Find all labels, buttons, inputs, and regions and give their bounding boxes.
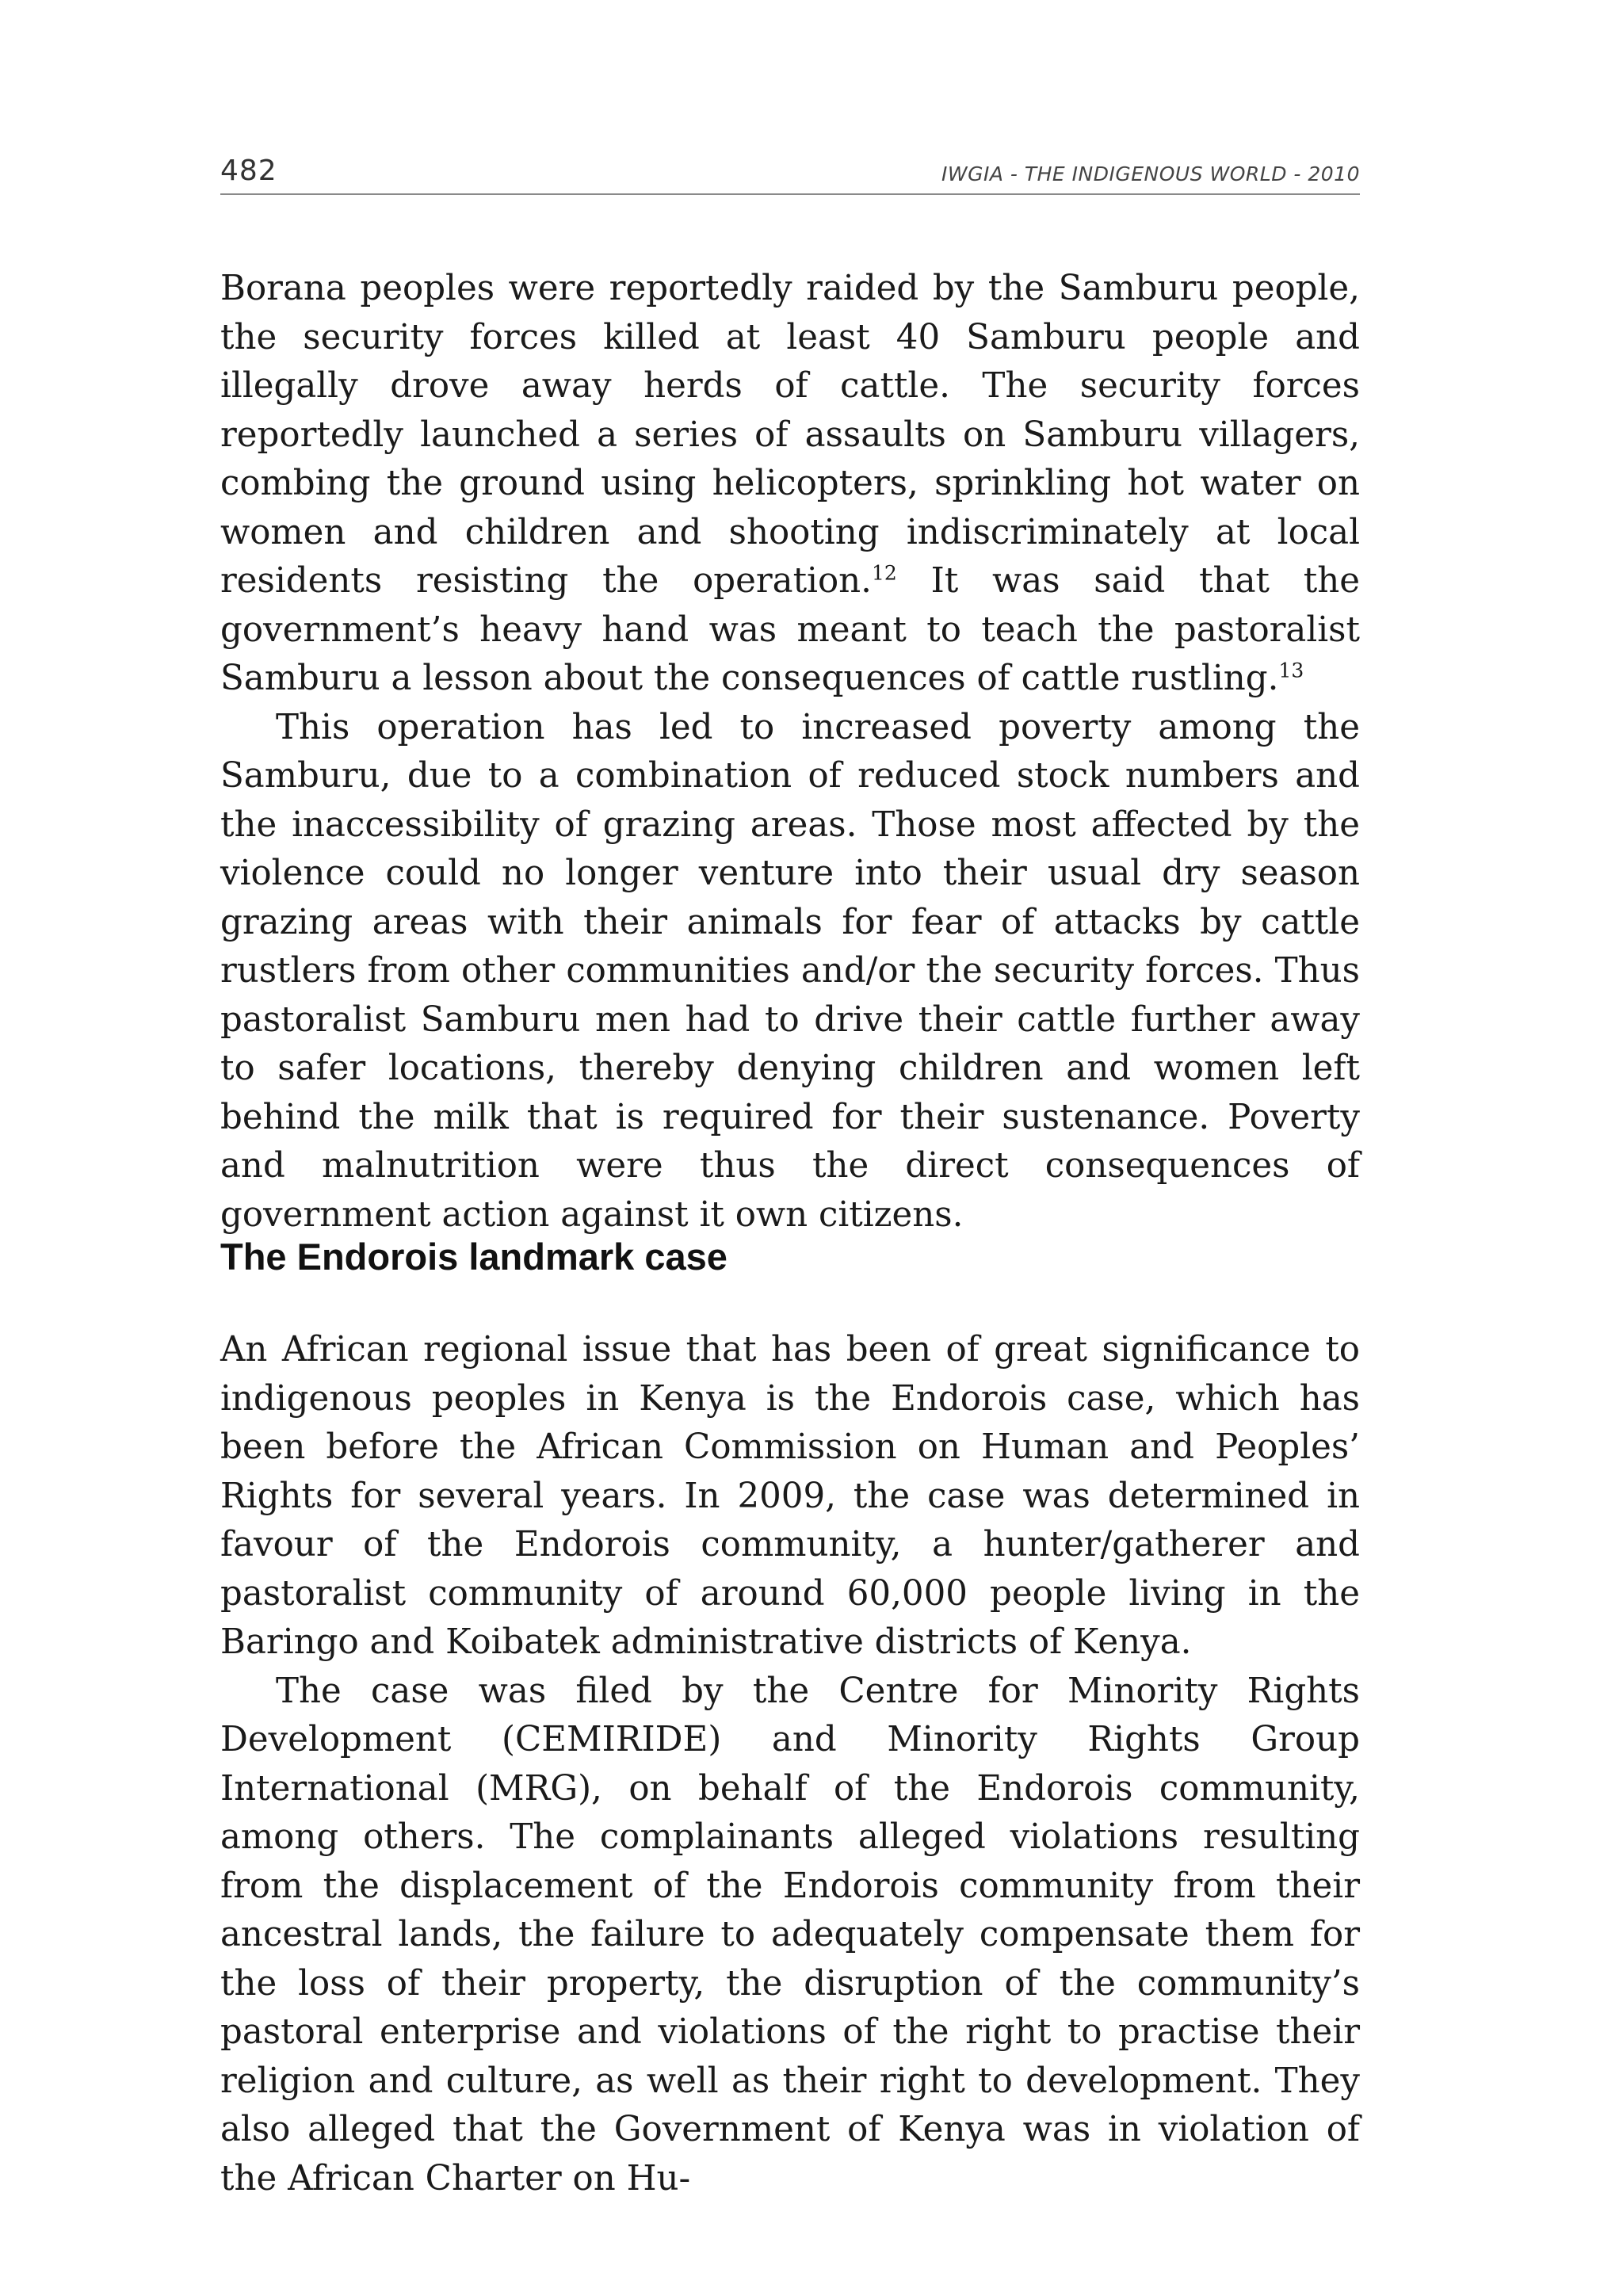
- running-header: [220, 149, 1360, 195]
- body-text-after-heading: [220, 1326, 1360, 2203]
- running-title: IWGIA - THE INDIGENOUS WORLD - 2010: [941, 162, 1360, 185]
- body-text-before-heading: [220, 265, 1360, 1240]
- paragraph-1-text-part-2: It was said that the government’s heavy hand was meant to teach the pastoralist Samburu a lesson about the consequences of cattle rustling.: [220, 561, 1360, 698]
- footnote-ref-13: 13: [1278, 659, 1304, 682]
- paragraph-1: [220, 265, 1360, 704]
- footnote-ref-12: 12: [872, 561, 897, 585]
- paragraph-4: The case was filed by the Centre for Minority Rights Development (CEMIRIDE) and Minority Rights Group International (MRG), on behalf of the Endorois community, among others. The complainants alleged violations resulting from the displacement of the Endorois community from their ancestral lands, the failure to adequately compensate them for the loss of their property, the disruption of the community’s pastoral enterprise and violations of the right to practise their religion and culture, as well as their right to development. They also alleged that the Government of Kenya was in violation of the African Charter on Hu-: [220, 1671, 1360, 2199]
- paragraph-1-text-part-1: Borana peoples were reportedly raided by the Samburu people, the security forces killed at least 40 Samburu people and illegally drove away herds of cattle. The security forces reportedly launched a series of assaults on Samburu villagers, combing the ground using helicopters, sprinkling hot water on women and children and shooting indiscriminately at local residents resisting the operation.: [220, 269, 1360, 601]
- page-number: 482: [220, 155, 277, 187]
- paragraph-2: This operation has led to increased poverty among the Samburu, due to a combination of reduced stock numbers and the inaccessibility of grazing areas. Those most affected by the violence could no longer venture into their usual dry season grazing areas with their animals for fear of attacks by cattle rustlers from other communities and/or the security forces. Thus pastoralist Samburu men had to drive their cattle further away to safer locations, thereby denying children and women left behind the milk that is required for their sustenance. Poverty and malnutrition were thus the direct consequences of government action against it own citizens.: [220, 707, 1360, 1235]
- section-heading: The Endorois landmark case: [220, 1236, 727, 1278]
- paragraph-3: An African regional issue that has been of great significance to indigenous peoples in Kenya is the Endorois case, which has been before the African Commission on Human and Peoples’ Rights for several years. In 2009, the case was determined in favour of the Endorois community, a hunter/gatherer and pastoralist community of around 60,000 people living in the Baringo and Koibatek administrative districts of Kenya.: [220, 1330, 1360, 1662]
